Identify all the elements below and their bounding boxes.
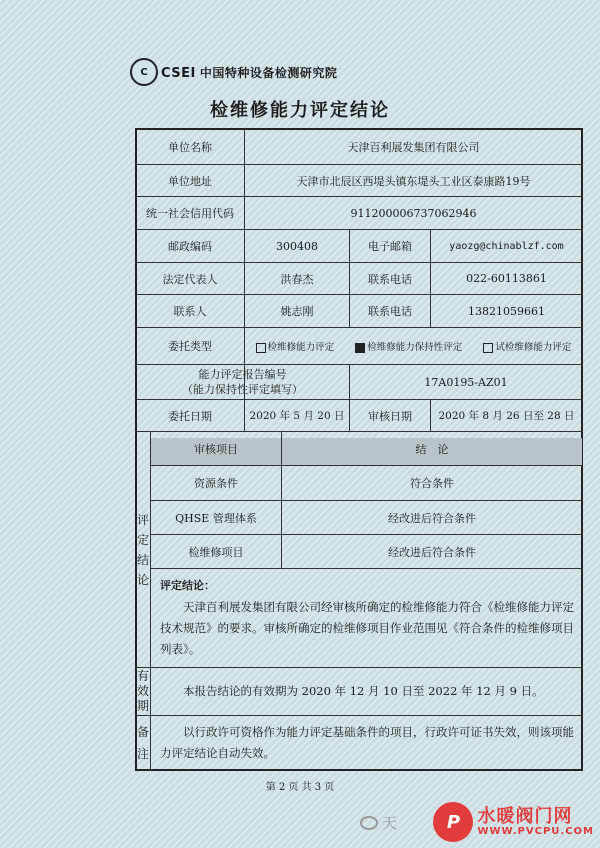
unit-name-value: 天津百利展发集团有限公司 [347,140,480,154]
remarks-text: 以行政许可资格作为能力评定基础条件的项目，行政许可证书失效，则该项能力评定结论自动失效。 [160,725,574,760]
validity-side-label [136,668,150,715]
audit-item: 检维修项目 [188,545,244,559]
entrust-option-retention [355,339,462,353]
audit-result: 经改进后符合条件 [388,545,476,559]
remarks-side-label [136,716,150,770]
entrust-date-label: 委托日期 [168,409,212,423]
conclusion-header: 结 论 [415,442,449,456]
side-char: 论 [136,572,149,587]
entrust-option-trial [483,339,571,353]
side-char: 定 [136,532,149,547]
side-char: 备 [136,725,149,739]
audit-result: 经改进后符合条件 [388,511,476,525]
unchecked-box-icon [256,343,266,353]
phone1-label: 联系电话 [368,272,412,286]
validity-text: 本报告结论的有效期为 2020 年 12 月 10 日至 2022 年 12 月 9 日。 [183,684,544,698]
pvcpu-logo-icon: P [433,802,473,842]
entrust-option-label: 试检维修能力评定 [495,342,572,353]
entrust-option-assessment [256,339,335,353]
contact-value: 姚志刚 [280,305,314,318]
entrust-type-options [245,328,582,364]
phone1-value: 022-60113861 [466,272,547,285]
checked-box-icon [355,343,365,353]
csei-logo [130,58,337,86]
postcode-label: 邮政编码 [168,240,212,253]
wechat-overlay [360,812,397,833]
wechat-icon [360,816,378,830]
audit-item-header: 审核项目 [194,442,238,456]
review-date-label: 审核日期 [368,409,412,423]
site-watermark [433,802,594,842]
conclusion-text: 天津百利展发集团有限公司经审核所确定的检维修能力符合《检维修能力评定技术规范》的要求。审核所确定的检维修项目作业范围见《符合条件的检维修项目列表》。 [160,600,574,656]
report-no-label-line2: （能力保持性评定填写） [182,383,303,396]
credit-code-label: 统一社会信用代码 [146,207,234,220]
contact-label: 联系人 [173,305,207,318]
side-char: 效 [136,684,149,698]
report-no-value: 17A0195-AZ01 [424,375,508,389]
unit-name-label: 单位名称 [168,140,212,154]
entrust-type-label: 委托类型 [168,340,212,353]
report-no-label [136,365,349,399]
entrust-option-label: 检维修能力保持性评定 [367,342,463,353]
email-label: 电子邮箱 [368,240,412,253]
email-value: yaozg@chinablzf.com [449,240,564,252]
side-char: 期 [136,699,149,713]
logo-text [161,64,337,81]
audit-item: 资源条件 [194,477,238,490]
watermark-text [477,807,594,838]
address-value: 天津市北辰区西堤头镇东堤头工业区泰康路19号 [296,174,531,188]
page-title: 检维修能力评定结论 [210,100,390,121]
address-label: 单位地址 [168,174,212,188]
review-date-value: 2020 年 8 月 26 日至 28 日 [438,410,575,422]
audit-item: QHSE 管理体系 [175,511,257,525]
conclusion-heading: 评定结论： [160,579,215,592]
side-char: 注 [136,747,149,761]
phone2-value: 13821059661 [468,304,545,318]
side-char: 结 [136,552,149,567]
legal-rep-value: 洪春杰 [280,272,314,286]
csei-emblem-icon: C [130,58,158,86]
page-number: 第 2 页 共 3 页 [265,782,335,793]
entrust-option-label: 检维修能力评定 [267,342,335,353]
watermark-url: WWW.PVCPU.COM [477,826,594,838]
unchecked-box-icon [483,343,493,353]
wechat-text: 天 [382,814,398,832]
watermark-name: 水暖阀门网 [477,805,573,827]
credit-code-value: 911200006737062946 [350,206,477,220]
logo-abbr: CSEI [161,65,196,81]
entrust-date-value: 2020 年 5 月 20 日 [249,410,345,422]
postcode-value: 300408 [276,239,318,253]
phone2-label: 联系电话 [368,305,412,318]
report-no-label-line1: 能力评定报告编号 [198,368,287,381]
audit-result: 符合条件 [410,477,454,490]
side-char: 评 [136,512,149,527]
side-char: 有 [136,669,149,683]
assessment-side-label [136,432,150,667]
logo-org-name: 中国特种设备检测研究院 [199,65,338,80]
legal-rep-label: 法定代表人 [162,272,218,286]
